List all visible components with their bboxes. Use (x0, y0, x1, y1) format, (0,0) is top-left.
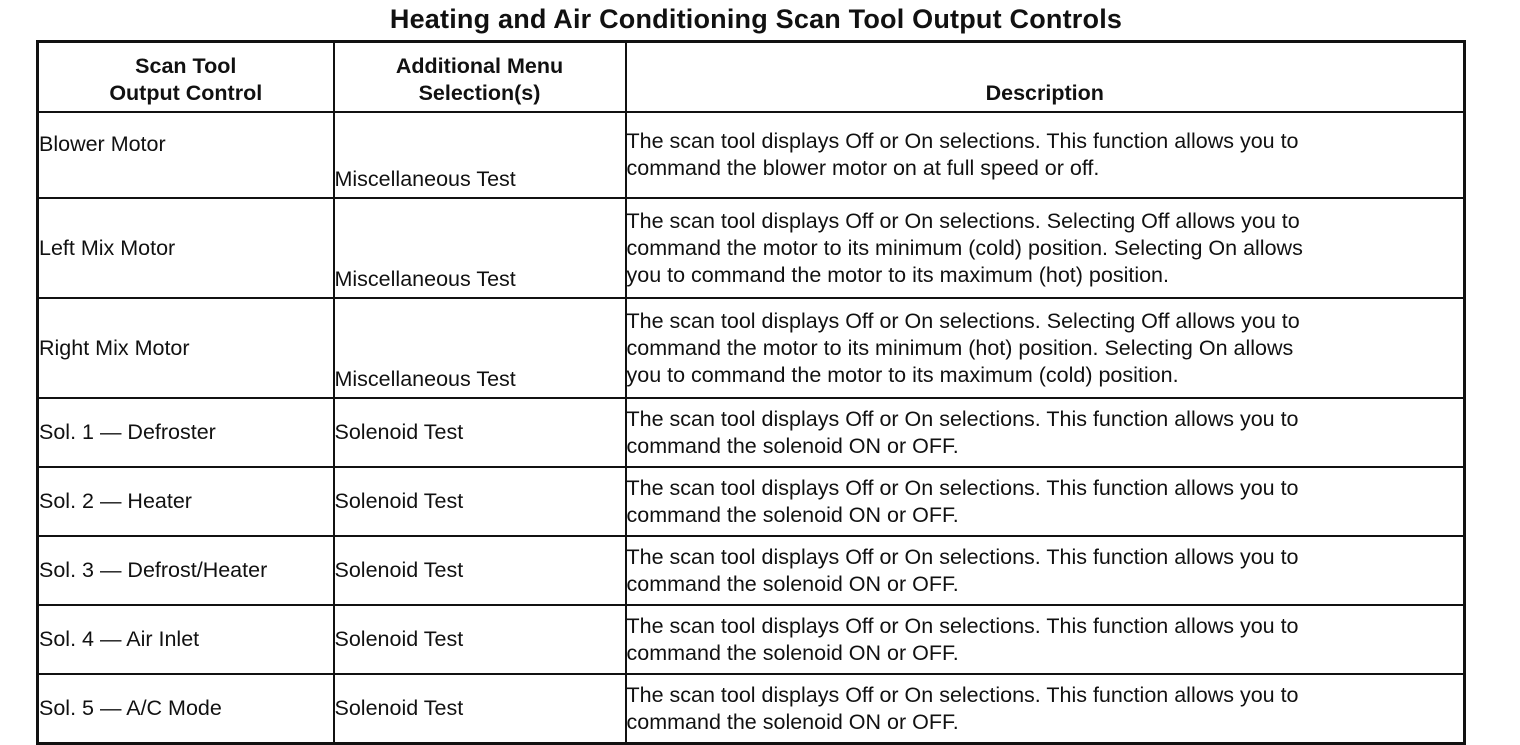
description-cell: The scan tool displays Off or On selections. This function allows you to command the solenoid ON or OFF. (626, 674, 1465, 744)
menu-selection-cell: Miscellaneous Test (334, 198, 626, 298)
header-menu-selection: Additional Menu Selection(s) (334, 42, 626, 113)
description-cell: The scan tool displays Off or On selections. Selecting Off allows you to command the motor to its minimum (hot) position. Selecting On allows you to command the motor to its maximum (cold) position. (626, 298, 1465, 398)
table-row (38, 605, 1465, 674)
table-row (38, 467, 1465, 536)
header-output-control: Scan Tool Output Control (38, 42, 334, 113)
menu-selection-cell: Solenoid Test (334, 398, 626, 467)
description-cell: The scan tool displays Off or On selections. This function allows you to command the solenoid ON or OFF. (626, 398, 1465, 467)
menu-selection-cell: Solenoid Test (334, 605, 626, 674)
output-control-cell: Right Mix Motor (38, 298, 334, 398)
header-description: Description (626, 42, 1465, 113)
output-controls-table (36, 40, 1466, 745)
table-row (38, 398, 1465, 467)
output-control-cell: Sol. 3 — Defrost/Heater (38, 536, 334, 605)
output-control-cell: Sol. 5 — A/C Mode (38, 674, 334, 744)
table-row (38, 536, 1465, 605)
output-control-cell: Left Mix Motor (38, 198, 334, 298)
table-header-row (38, 42, 1465, 113)
table-row (38, 298, 1465, 398)
output-control-cell: Sol. 4 — Air Inlet (38, 605, 334, 674)
description-cell: The scan tool displays Off or On selections. This function allows you to command the solenoid ON or OFF. (626, 536, 1465, 605)
table-row (38, 674, 1465, 744)
description-cell: The scan tool displays Off or On selections. This function allows you to command the blower motor on at full speed or off. (626, 112, 1465, 198)
table-row (38, 198, 1465, 298)
output-control-cell: Sol. 1 — Defroster (38, 398, 334, 467)
description-cell: The scan tool displays Off or On selections. Selecting Off allows you to command the motor to its minimum (cold) position. Selecting On allows you to command the motor to its maximum (hot) position. (626, 198, 1465, 298)
menu-selection-cell: Miscellaneous Test (334, 298, 626, 398)
output-control-cell: Blower Motor (38, 112, 334, 198)
description-cell: The scan tool displays Off or On selections. This function allows you to command the solenoid ON or OFF. (626, 605, 1465, 674)
table-row (38, 112, 1465, 198)
output-control-cell: Sol. 2 — Heater (38, 467, 334, 536)
page-title: Heating and Air Conditioning Scan Tool Output Controls (389, 4, 1123, 34)
menu-selection-cell: Solenoid Test (334, 536, 626, 605)
menu-selection-cell: Solenoid Test (334, 674, 626, 744)
menu-selection-cell: Solenoid Test (334, 467, 626, 536)
menu-selection-cell: Miscellaneous Test (334, 112, 626, 198)
description-cell: The scan tool displays Off or On selections. This function allows you to command the solenoid ON or OFF. (626, 467, 1465, 536)
